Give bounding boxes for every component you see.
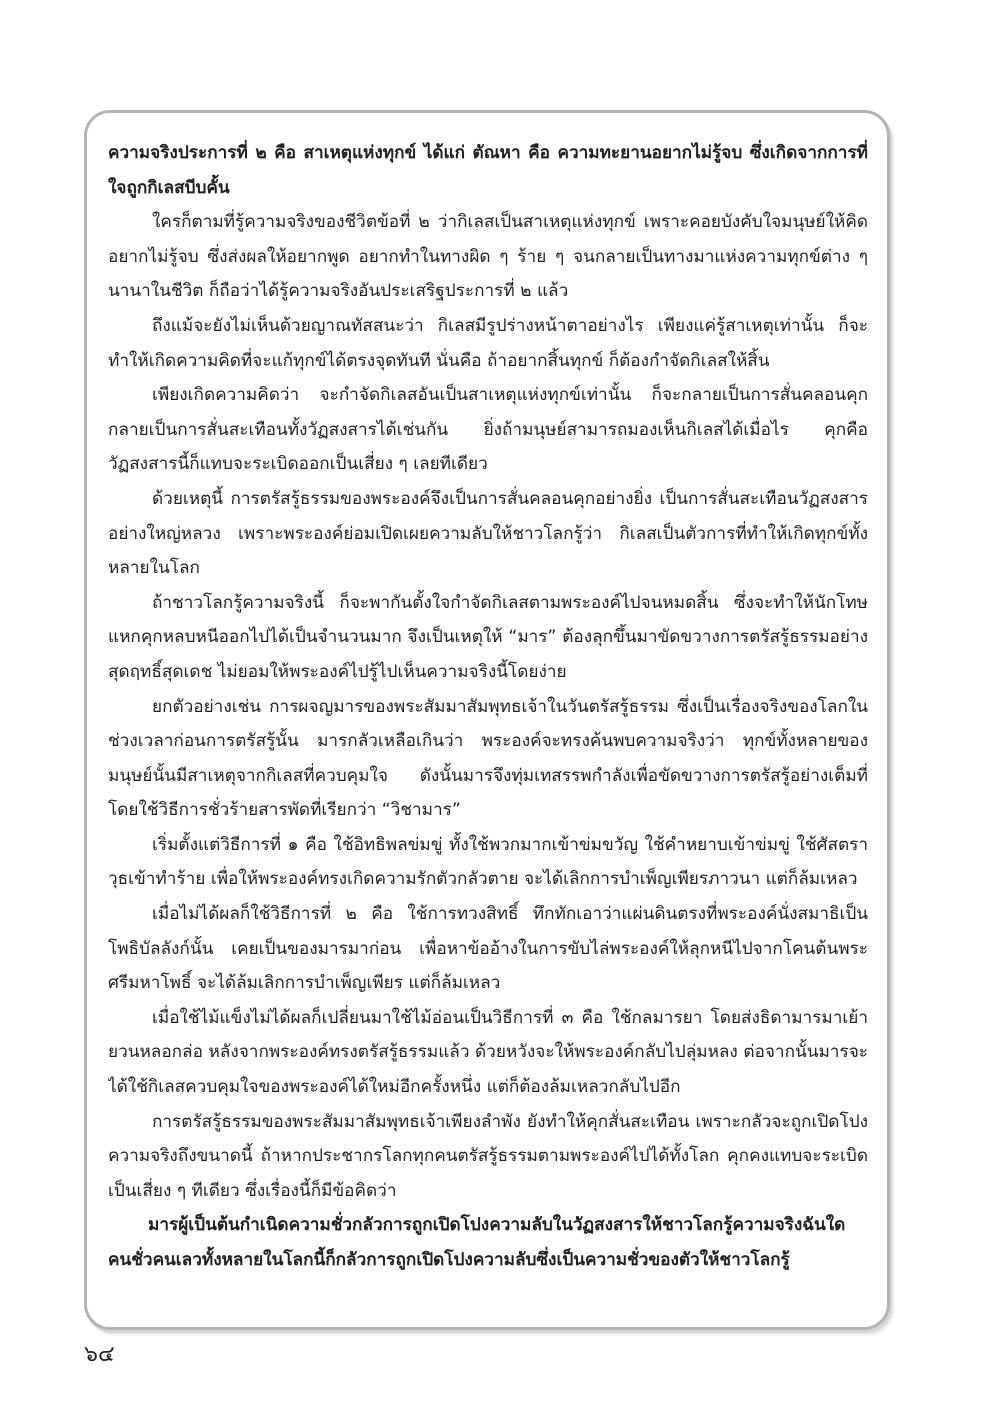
body-paragraph: ถึงแม้จะยังไม่เห็นด้วยญาณทัสสนะว่า กิเลสมีรูปร่างหน้าตาอย่างไร เพียงแค่รู้สาเหตุเท่านั้น ก็จะทำให้เกิดความคิดที่จะแก้ทุกข์ได้ตรงจุดทันที นั่นคือ ถ้าอยากสิ้นทุกข์ ก็ต้องกำจัดกิเลสให้สิ้น <box>108 315 868 371</box>
body-paragraph: เพียงเกิดความคิดว่า จะกำจัดกิเลสอันเป็นสาเหตุแห่งทุกข์เท่านั้น ก็จะกลายเป็นการสั่นคลอนคุก กลายเป็นการสั่นสะเทือนทั้งวัฏสงสารได้เช่นกัน ยิ่งถ้ามนุษย์สามารถมองเห็นกิเลสได้เมื่อไร คุกคือวัฏสงสารนี้ก็แทบจะระเบิดออกเป็นเสี่ยง ๆ เลยทีเดียว <box>108 385 868 475</box>
body-paragraph: ด้วยเหตุนี้ การตรัสรู้ธรรมของพระองค์จึงเป็นการสั่นคลอนคุกอย่างยิ่ง เป็นการสั่นสะเทือนวัฏสงสารอย่างใหญ่หลวง เพราะพระองค์ย่อมเปิดเผยความลับให้ชาวโลกรู้ว่า กิเลสเป็นตัวการที่ทำให้เกิดทุกข์ทั้งหลายในโลก <box>108 488 868 579</box>
body-paragraph: ใครก็ตามที่รู้ความจริงของชีวิตข้อที่ ๒ ว่ากิเลสเป็นสาเหตุแห่งทุกข์ เพราะคอยบังคับใจมนุษย์ให้คิดอยากไม่รู้จบ ซึ่งส่งผลให้อยากพูด อยากทำในทางผิด ๆ ร้าย ๆ จนกลายเป็นทางมาแห่งความทุกข์ต่าง ๆ นานาในชีวิต ก็ถือว่าได้รู้ความจริงอันประเสริฐประการที่ ๒ แล้ว <box>108 212 868 302</box>
body-paragraph: เริ่มตั้งแต่วิธีการที่ ๑ คือ ใช้อิทธิพลข่มขู่ ทั้งใช้พวกมากเข้าข่มขวัญ ใช้คำหยาบเข้าข่มขู่ ใช้ศัสตราวุธเข้าทำร้าย เพื่อให้พระองค์ทรงเกิดความรักตัวกลัวตาย จะได้เลิกการบำเพ็ญเพียรภาวนา แต่ก็ล้มเหลว <box>108 834 868 890</box>
heading-paragraph: ความจริงประการที่ ๒ คือ สาเหตุแห่งทุกข์ ได้แก่ ตัณหา คือ ความทะยานอยากไม่รู้จบ ซึ่งเกิดจากการที่ใจถูกกิเลสบีบคั้น <box>108 143 868 198</box>
body-paragraph: ยกตัวอย่างเช่น การผจญมารของพระสัมมาสัมพุทธเจ้าในวันตรัสรู้ธรรม ซึ่งเป็นเรื่องจริงของโลกในช่วงเวลาก่อนการตรัสรู้นั้น มารกลัวเหลือเกินว่า พระองค์จะทรงค้นพบความจริงว่า ทุกข์ทั้งหลายของมนุษย์นั้นมีสาเหตุจากกิเลสที่ควบคุมใจ ดังนั้นมารจึงทุ่มเทสรรพกำลังเพื่อขัดขวางการตรัสรู้อย่างเต็มที่ โดยใช้วิธีการชั่วร้ายสารพัดที่เรียกว่า “วิชามาร” <box>108 696 868 821</box>
body-paragraph: ถ้าชาวโลกรู้ความจริงนี้ ก็จะพากันตั้งใจกำจัดกิเลสตามพระองค์ไปจนหมดสิ้น ซึ่งจะทำให้นักโทษแหกคุกหลบหนีออกไปได้เป็นจำนวนมาก จึงเป็นเหตุให้ “มาร” ต้องลุกขึ้นมาขัดขวางการตรัสรู้ธรรมอย่างสุดฤทธิ์สุดเดช ไม่ยอมให้พระองค์ไปรู้ไปเห็นความจริงนี้โดยง่าย <box>108 592 868 682</box>
body-paragraph: การตรัสรู้ธรรมของพระสัมมาสัมพุทธเจ้าเพียงลำพัง ยังทำให้คุกสั่นสะเทือน เพราะกลัวจะถูกเปิดโปงความจริงถึงขนาดนี้ ถ้าหากประชากรโลกทุกคนตรัสรู้ธรรมตามพระองค์ไปได้ทั้งโลก คุกคงแทบจะระเบิดเป็นเสี่ยง ๆ ทีเดียว ซึ่งเรื่องนี้ก็มีข้อคิดว่า <box>108 1111 868 1201</box>
emphasis-paragraph: มารผู้เป็นต้นกำเนิดความชั่วกลัวการถูกเปิดโปงความลับในวัฏสงสารให้ชาวโลกรู้ความจริงฉันใด คนชั่วคนเลวทั้งหลายในโลกนี้ก็กลัวการถูกเปิดโปงความลับซึ่งเป็นความชั่วของตัวให้ชาวโลกรู้ <box>108 1215 846 1270</box>
body-paragraph: เมื่อใช้ไม้แข็งไม่ได้ผลก็เปลี่ยนมาใช้ไม้อ่อนเป็นวิธีการที่ ๓ คือ ใช้กลมารยา โดยส่งธิดามารมาเย้ายวนหลอกล่อ หลังจากพระองค์ทรงตรัสรู้ธรรมแล้ว ด้วยหวังจะให้พระองค์กลับไปลุ่มหลง ต่อจากนั้นมารจะได้ใช้กิเลสควบคุมใจของพระองค์ได้ใหม่อีกครั้งหนึ่ง แต่ก็ต้องล้มเหลวกลับไปอีก <box>108 1007 868 1098</box>
page-body <box>108 136 868 1306</box>
body-paragraph: เมื่อไม่ได้ผลก็ใช้วิธีการที่ ๒ คือ ใช้การทวงสิทธิ์ ทึกทักเอาว่าแผ่นดินตรงที่พระองค์นั่งสมาธิเป็นโพธิบัลลังก์นั้น เคยเป็นของมารมาก่อน เพื่อหาข้ออ้างในการขับไล่พระองค์ให้ลุกหนีไปจากโคนต้นพระศรีมหาโพธิ์ จะได้ล้มเลิกการบำเพ็ญเพียร แต่ก็ล้มเหลว <box>108 904 868 994</box>
page-number: ๖๔ <box>84 1342 115 1367</box>
